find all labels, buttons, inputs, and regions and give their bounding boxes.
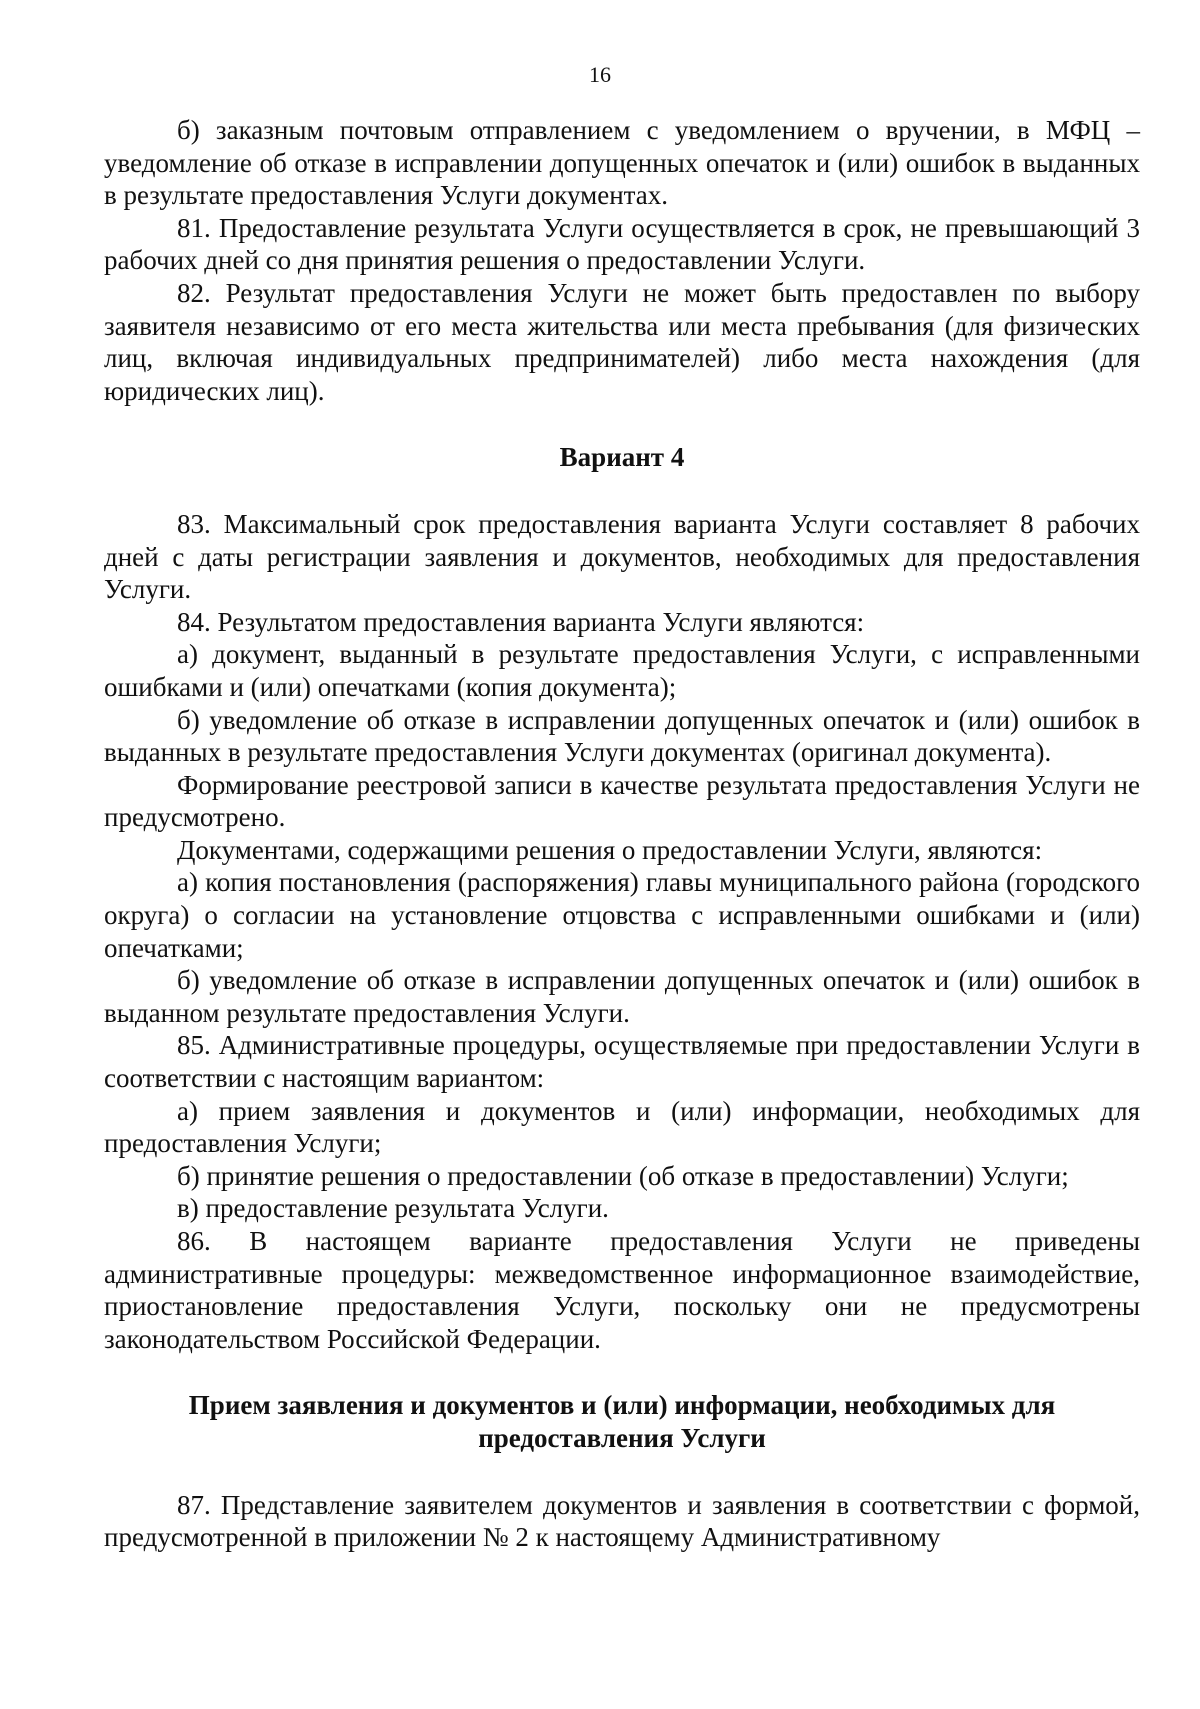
- heading-section-line-1: Прием заявления и документов и (или) информации, необходимых для: [188, 1390, 1056, 1421]
- page-number: 16: [589, 62, 611, 87]
- paragraph-86: 86. В настоящем варианте предоставления Услуги не приведены административные процедуры: межведомственное информационное взаимодействие, приостановление предоставления Услуги, поскольку они не предусмотрены законодательством Российской Федерации.: [104, 1226, 1140, 1354]
- paragraph-decision-documents: Документами, содержащими решения о предоставлении Услуги, являются:: [177, 834, 1043, 865]
- paragraph-85-a: а) прием заявления и документов и (или) информации, необходимых для предоставления Услуги;: [104, 1095, 1140, 1159]
- paragraph-85-c: в) предоставление результата Услуги.: [177, 1193, 609, 1224]
- paragraph-84: 84. Результатом предоставления варианта Услуги являются:: [177, 606, 865, 637]
- paragraph-81: 81. Предоставление результата Услуги осуществляется в срок, не превышающий 3 рабочих дней со дня принятия решения о предоставлении Услуги.: [104, 212, 1140, 276]
- paragraph-84-a: а) документ, выданный в результате предоставления Услуги, с исправленными ошибками и (или) опечатками (копия документа);: [104, 639, 1140, 702]
- paragraph-b-postal: б) заказным почтовым отправлением с уведомлением о вручении, в МФЦ – уведомление об отказе в исправлении допущенных опечаток и (или) ошибок в выданных в результате предоставления Услуги документах.: [104, 115, 1140, 211]
- paragraph-87: 87. Представление заявителем документов и заявления в соответствии с формой, предусмотренной в приложении № 2 к настоящему Административному: [104, 1489, 1140, 1553]
- heading-variant-4: Вариант 4: [559, 442, 685, 473]
- paragraph-decision-a: а) копия постановления (распоряжения) главы муниципального района (городского округа) о согласии на установление отцовства с исправленными ошибками и (или) опечатками;: [104, 867, 1140, 963]
- paragraph-85-b: б) принятие решения о предоставлении (об отказе в предоставлении) Услуги;: [177, 1160, 1069, 1191]
- paragraph-decision-b: б) уведомление об отказе в исправлении допущенных опечаток и (или) ошибок в выданном результате предоставления Услуги.: [104, 965, 1140, 1028]
- paragraph-85: 85. Административные процедуры, осуществляемые при предоставлении Услуги в соответствии с настоящим вариантом:: [104, 1030, 1140, 1094]
- paragraph-83: 83. Максимальный срок предоставления варианта Услуги составляет 8 рабочих дней с даты регистрации заявления и документов, необходимых для предоставления Услуги.: [104, 508, 1140, 605]
- document-body: [104, 114, 1140, 1554]
- paragraph-84-b: б) уведомление об отказе в исправлении допущенных опечаток и (или) ошибок в выданных в результате предоставления Услуги документах (оригинал документа).: [104, 704, 1140, 768]
- paragraph-registry-record: Формирование реестровой записи в качестве результата предоставления Услуги не предусмотрено.: [104, 769, 1140, 833]
- heading-section-reception: [104, 1389, 1140, 1454]
- paragraph-82: 82. Результат предоставления Услуги не может быть предоставлен по выбору заявителя независимо от его места жительства или места пребывания (для физических лиц, включая индивидуальных предпринимателей) либо места нахождения (для юридических лиц).: [104, 277, 1140, 406]
- heading-section-line-2: предоставления Услуги: [478, 1422, 766, 1453]
